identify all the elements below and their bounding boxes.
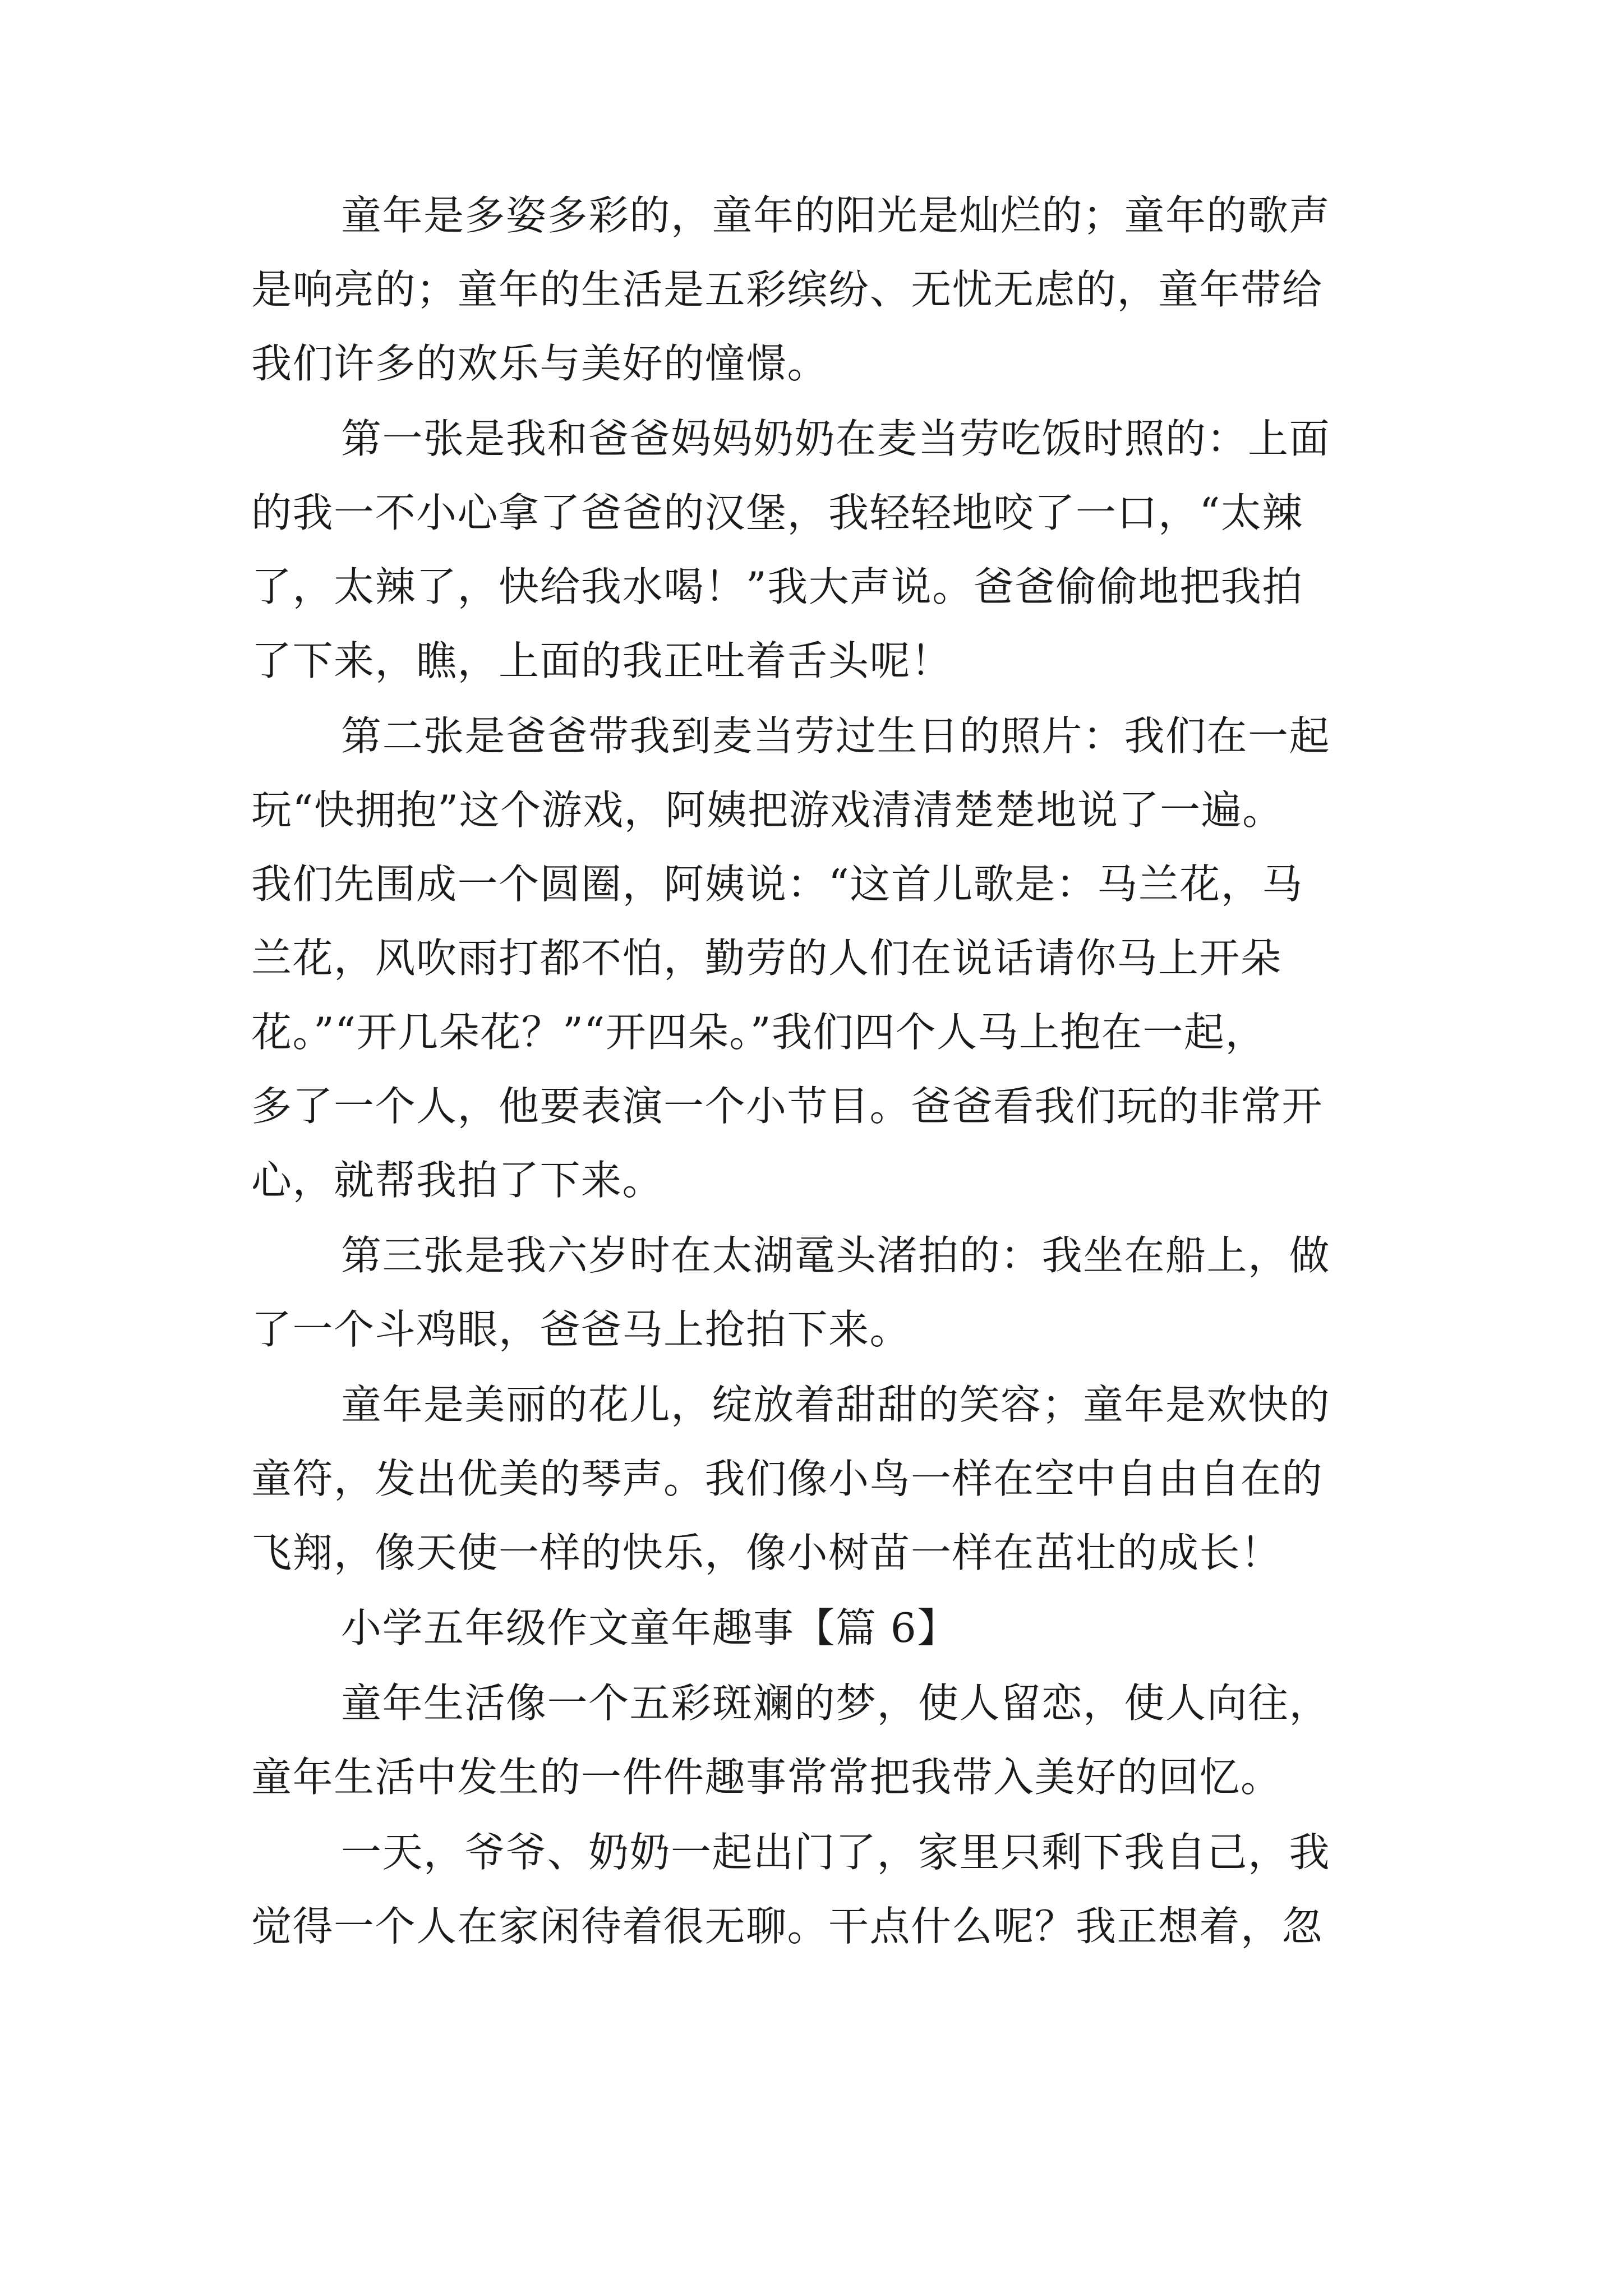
paragraph-line: 第三张是我六岁时在太湖鼋头渚拍的：我坐在船上，做 xyxy=(341,1232,1331,1279)
paragraph-line: 是响亮的；童年的生活是五彩缤纷、无忧无虑的，童年带给 xyxy=(251,266,1324,313)
paragraph-line: 童年是多姿多彩的，童年的阳光是灿烂的；童年的歌声 xyxy=(341,192,1331,239)
paragraph-line: 我们先围成一个圆圈，阿姨说：“这首儿歌是：马兰花，马 xyxy=(251,861,1303,908)
paragraph-line: 飞翔，像天使一样的快乐，像小树苗一样在茁壮的成长！ xyxy=(251,1529,1282,1576)
paragraph-line: 一天，爷爷、奶奶一起出门了，家里只剩下我自己，我 xyxy=(341,1829,1331,1876)
paragraph-line: 兰花，风吹雨打都不怕，勤劳的人们在说话请你马上开朵 xyxy=(251,935,1282,982)
paragraph-line: 第二张是爸爸带我到麦当劳过生日的照片：我们在一起 xyxy=(341,712,1331,760)
paragraph-line: 童符，发出优美的琴声。我们像小鸟一样在空中自由自在的 xyxy=(251,1455,1324,1502)
paragraph-line: 童年生活中发生的一件件趣事常常把我带入美好的回忆。 xyxy=(251,1754,1282,1801)
paragraph-line: 了，太辣了，快给我水喝！”我大声说。爸爸偷偷地把我拍 xyxy=(251,563,1303,610)
paragraph-line: 童年是美丽的花儿，绽放着甜甜的笑容；童年是欢快的 xyxy=(341,1381,1331,1428)
paragraph-line: 的我一不小心拿了爸爸的汉堡，我轻轻地咬了一口，“太辣 xyxy=(251,489,1303,536)
paragraph-line: 玩“快拥抱”这个游戏，阿姨把游戏清清楚楚地说了一遍。 xyxy=(251,786,1284,834)
paragraph-line: 了一个斗鸡眼，爸爸马上抢拍下来。 xyxy=(251,1306,911,1353)
paragraph-line: 心，就帮我拍了下来。 xyxy=(251,1157,664,1204)
section-heading: 小学五年级作文童年趣事【篇 6】 xyxy=(341,1604,958,1651)
paragraph-line: 我们许多的欢乐与美好的憧憬。 xyxy=(251,340,829,387)
paragraph-line: 花。”“开几朵花？”“开四朵。”我们四个人马上抱在一起， xyxy=(251,1009,1267,1056)
paragraph-line: 觉得一个人在家闲待着很无聊。干点什么呢？我正想着，忽 xyxy=(251,1903,1324,1950)
paragraph-line: 多了一个人，他要表演一个小节目。爸爸看我们玩的非常开 xyxy=(251,1083,1324,1130)
paragraph-line: 第一张是我和爸爸妈妈奶奶在麦当劳吃饭时照的：上面 xyxy=(341,415,1331,462)
paragraph-line: 童年生活像一个五彩斑斓的梦，使人留恋，使人向往， xyxy=(341,1680,1331,1727)
paragraph-line: 了下来，瞧，上面的我正吐着舌头呢！ xyxy=(251,637,952,684)
